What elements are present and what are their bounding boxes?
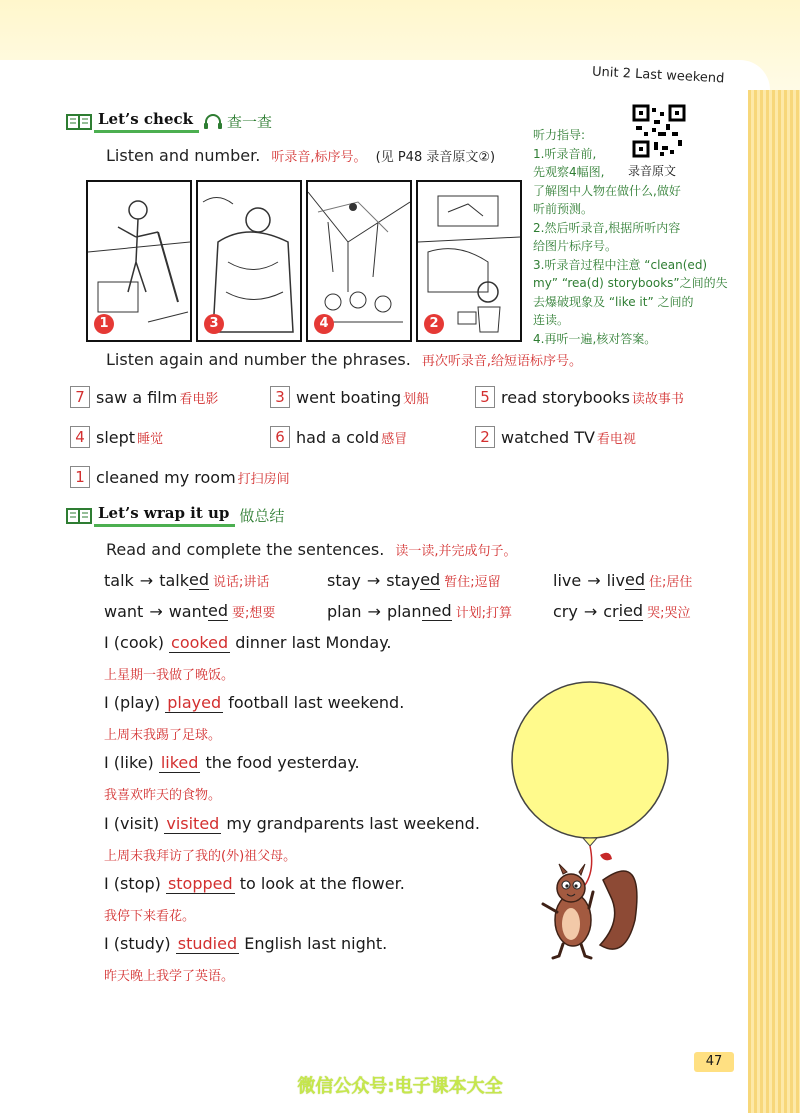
verb-cn: 住;居住 bbox=[648, 574, 693, 590]
verb-suffix: ned bbox=[421, 601, 452, 620]
sentence-translation: 上周末我拜访了我的(外)祖父母。 bbox=[104, 849, 297, 864]
sentence-answer[interactable]: studied bbox=[177, 934, 238, 953]
sentence bbox=[104, 874, 405, 893]
page-number: 47 bbox=[694, 1052, 734, 1072]
phrase-number-box[interactable]: 6 bbox=[270, 426, 290, 448]
sentence-rest: dinner last Monday. bbox=[235, 633, 392, 652]
verb-suffix: ed bbox=[208, 601, 229, 620]
tip-line: 了解图中人物在做什么,做好 bbox=[533, 183, 681, 198]
unit-header: Unit 2 Last weekend bbox=[591, 64, 725, 87]
page-edge bbox=[748, 90, 800, 1113]
balloon-squirrel-illustration bbox=[505, 680, 675, 980]
picture-number: 2 bbox=[424, 314, 444, 334]
verb-stem: liv bbox=[606, 570, 625, 590]
sentence-translation: 我喜欢昨天的食物。 bbox=[104, 788, 222, 803]
qr-label: 录音原文 bbox=[628, 164, 677, 178]
check-instruction2-en: Listen again and number the phrases. bbox=[106, 350, 411, 369]
phrase-cn: 感冒 bbox=[381, 431, 408, 447]
phrase-en: went boating bbox=[296, 387, 402, 407]
verb-base: plan bbox=[327, 601, 362, 621]
sentence bbox=[104, 934, 387, 953]
squirrel-head bbox=[557, 874, 585, 902]
sentence-answer[interactable]: liked bbox=[160, 753, 199, 772]
arrow-right-icon: → bbox=[583, 601, 598, 621]
sentence-translation: 上星期一我做了晚饭。 bbox=[104, 668, 235, 683]
tip-line: 先观察4幅图, bbox=[533, 165, 605, 179]
tip-line: 4.再听一遍,核对答案。 bbox=[533, 331, 657, 346]
verb-base: stay bbox=[327, 570, 361, 590]
wrap-title: Let’s wrap it up bbox=[94, 504, 235, 527]
verb-base: want bbox=[104, 601, 144, 621]
verb-suffix: ed bbox=[624, 570, 645, 589]
sentence-prefix: I (play) bbox=[104, 693, 161, 712]
sentence-answer[interactable]: stopped bbox=[167, 874, 233, 893]
tip-line: my” “rea(d) storybooks”之间的失 bbox=[533, 276, 728, 290]
phrase-cn: 读故事书 bbox=[631, 391, 684, 407]
phrase-cn: 睡觉 bbox=[137, 431, 164, 447]
tip-line: 去爆破现象及 “like it” 之间的 bbox=[533, 294, 694, 309]
verb-cn: 要;想要 bbox=[232, 605, 276, 621]
sentence bbox=[104, 693, 404, 712]
sentence-rest: English last night. bbox=[244, 934, 388, 953]
picture-number: 4 bbox=[314, 314, 334, 334]
phrase-en: cleaned my room bbox=[96, 467, 236, 487]
check-instruction-en: Listen and number. bbox=[106, 146, 261, 165]
sentence-prefix: I (visit) bbox=[104, 814, 160, 833]
sentence-prefix: I (study) bbox=[104, 934, 171, 953]
phrase-cn: 看电影 bbox=[179, 391, 219, 407]
verb-stem: stay bbox=[386, 570, 421, 590]
verb-stem: want bbox=[168, 601, 209, 621]
arrow-right-icon: → bbox=[139, 570, 154, 590]
phrase-number-box[interactable]: 5 bbox=[475, 386, 495, 408]
sentence-translation: 上周末我踢了足球。 bbox=[104, 728, 222, 743]
check-title-cn: 查一查 bbox=[227, 113, 273, 131]
verb-cn: 计划;打算 bbox=[455, 605, 513, 621]
tip-line: 听力指导: bbox=[533, 128, 586, 142]
headphones-icon bbox=[203, 113, 223, 131]
wrap-instruction bbox=[106, 540, 517, 559]
verb-pair bbox=[327, 570, 501, 590]
tip-line: 连读。 bbox=[533, 313, 570, 327]
picture-number: 3 bbox=[204, 314, 224, 334]
verb-suffix: ied bbox=[618, 601, 644, 620]
picture-number: 1 bbox=[94, 314, 114, 334]
check-section-head bbox=[66, 110, 272, 133]
phrase-number-box[interactable]: 7 bbox=[70, 386, 90, 408]
arrow-right-icon: → bbox=[366, 570, 381, 590]
verb-cn: 暂住;逗留 bbox=[444, 574, 501, 590]
verb-stem: talk bbox=[159, 570, 189, 590]
arrow-right-icon: → bbox=[367, 601, 381, 621]
sentence bbox=[104, 814, 480, 833]
phrase-item bbox=[475, 386, 684, 408]
phrase-en: watched TV bbox=[501, 427, 595, 447]
verb-suffix: ed bbox=[420, 570, 441, 589]
sentence-rest: my grandparents last weekend. bbox=[226, 814, 480, 833]
watermark: 微信公众号:电子课本大全 bbox=[297, 1076, 503, 1097]
sentence-rest: football last weekend. bbox=[228, 693, 405, 712]
verb-pair bbox=[104, 570, 269, 590]
arrow-right-icon: → bbox=[149, 601, 163, 621]
phrase-number-box[interactable]: 4 bbox=[70, 426, 90, 448]
phrase-item bbox=[70, 426, 163, 448]
verb-pair bbox=[553, 601, 690, 621]
balloon-shape bbox=[512, 682, 668, 838]
sentence-prefix: I (stop) bbox=[104, 874, 161, 893]
phrase-number-box[interactable]: 1 bbox=[70, 466, 90, 488]
wrap-instruction-cn: 读一读,并完成句子。 bbox=[395, 544, 517, 559]
sentence bbox=[104, 753, 360, 772]
phrase-en: read storybooks bbox=[501, 387, 630, 407]
picture-reading bbox=[416, 180, 522, 342]
phrase-cn: 打扫房间 bbox=[237, 471, 290, 487]
sentence-answer[interactable]: played bbox=[167, 693, 222, 712]
verb-stem: plan bbox=[386, 601, 422, 621]
tip-line: 3.听录音过程中注意 “clean(ed) bbox=[533, 257, 708, 272]
picture-cinema bbox=[306, 180, 412, 342]
sentence bbox=[104, 633, 392, 652]
check-instruction-2 bbox=[106, 350, 582, 369]
sentence-answer[interactable]: cooked bbox=[171, 633, 229, 652]
verb-pair bbox=[553, 570, 692, 590]
check-instruction bbox=[106, 146, 495, 165]
verb-base: cry bbox=[553, 601, 578, 621]
phrase-en: slept bbox=[96, 427, 136, 447]
verb-cn: 哭;哭泣 bbox=[647, 605, 691, 621]
phrase-item bbox=[270, 426, 407, 448]
verb-cn: 说话;讲话 bbox=[213, 574, 270, 590]
phrase-cn: 划船 bbox=[403, 391, 430, 407]
check-title: Let’s check bbox=[94, 110, 199, 133]
picture-cleaning bbox=[86, 180, 192, 342]
verb-suffix: ed bbox=[189, 570, 209, 589]
wrap-section-head bbox=[66, 504, 284, 527]
phrase-en: had a cold bbox=[296, 427, 380, 447]
sentence-prefix: I (cook) bbox=[104, 633, 164, 652]
phrase-en: saw a film bbox=[96, 387, 178, 407]
wrap-title-cn: 做总结 bbox=[239, 507, 285, 525]
phrase-item bbox=[475, 426, 636, 448]
listening-tips bbox=[533, 126, 729, 348]
arrow-right-icon: → bbox=[587, 570, 601, 590]
tip-line: 给图片标序号。 bbox=[533, 239, 618, 253]
verb-pair bbox=[327, 601, 512, 621]
verb-base: live bbox=[553, 570, 582, 590]
open-book-icon bbox=[66, 113, 92, 131]
phrase-item bbox=[70, 386, 218, 408]
phrase-cn: 看电视 bbox=[596, 431, 636, 447]
sentence-translation: 昨天晚上我学了英语。 bbox=[104, 969, 235, 984]
sentence-rest: to look at the flower. bbox=[239, 874, 405, 893]
check-instruction2-cn: 再次听录音,给短语标序号。 bbox=[421, 354, 583, 369]
check-instruction-cn: 听录音,标序号。 bbox=[271, 150, 367, 165]
squirrel-tail bbox=[600, 871, 637, 949]
phrase-item bbox=[270, 386, 429, 408]
tip-line: 2.然后听录音,根据所听内容 bbox=[533, 220, 681, 235]
open-book-icon bbox=[66, 507, 92, 525]
verb-pair bbox=[104, 601, 275, 621]
wrap-instruction-en: Read and complete the sentences. bbox=[106, 540, 385, 559]
tip-line: 听前预测。 bbox=[533, 202, 594, 216]
sentence-translation: 我停下来看花。 bbox=[104, 909, 196, 924]
phrase-number-box[interactable]: 2 bbox=[475, 426, 495, 448]
tip-line: 1.听录音前, bbox=[533, 146, 597, 161]
verb-base: talk bbox=[104, 570, 134, 590]
sentence-rest: the food yesterday. bbox=[205, 753, 360, 772]
check-reference: (见 P48 录音原文②) bbox=[375, 150, 496, 165]
phrase-number-box[interactable]: 3 bbox=[270, 386, 290, 408]
sentence-prefix: I (like) bbox=[104, 753, 154, 772]
verb-stem: cr bbox=[603, 601, 619, 621]
phrase-item bbox=[70, 466, 290, 488]
picture-sleeping bbox=[196, 180, 302, 342]
sentence-answer[interactable]: visited bbox=[166, 814, 220, 833]
